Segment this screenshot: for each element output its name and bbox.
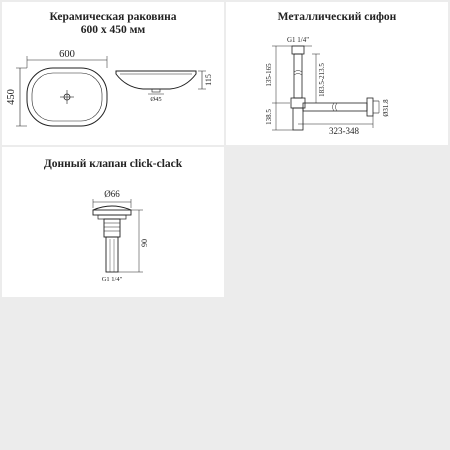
siphon-top-nut [292,46,304,54]
valve-body [104,219,120,237]
sink-title: Керамическая раковина [49,11,177,23]
sink-side-profile [116,71,196,89]
siphon-upper-label: 135-165 [265,63,273,87]
valve-height-label: 90 [140,239,149,247]
siphon-thread-label: G1 1/4" [286,36,310,44]
valve-flange [93,210,131,215]
siphon-panel [226,2,448,145]
valve-panel [2,147,224,297]
siphon-outlet-pipe [303,103,367,111]
valve-diameter-label: Ø66 [104,189,120,199]
sink-drawing [2,2,224,145]
siphon-outlet-flange [367,98,373,116]
valve-tailpipe [106,237,118,272]
siphon-title: Металлический сифон [277,11,397,23]
siphon-body [293,108,303,130]
sink-width-label: 600 [59,49,75,60]
valve-title: Донный клапан click-clack [43,158,183,170]
siphon-length-label: 323-348 [329,126,359,136]
siphon-inner-label: 183.5-213.5 [318,63,326,97]
valve-cap [93,206,131,210]
siphon-base-label: 138.5 [265,109,273,125]
valve-thread-label: G1 1/4" [101,276,123,283]
siphon-drawing [226,2,448,145]
sink-size-title: 600 х 450 мм [80,24,146,36]
sink-depth-label: 115 [204,74,213,86]
siphon-vertical-pipe [294,54,302,98]
sink-panel [2,2,224,145]
valve-drawing [2,147,224,297]
siphon-outlet-label: Ø31.8 [382,99,390,117]
sink-height-label: 450 [6,89,17,105]
sink-drain-label: Ø45 [150,96,162,103]
